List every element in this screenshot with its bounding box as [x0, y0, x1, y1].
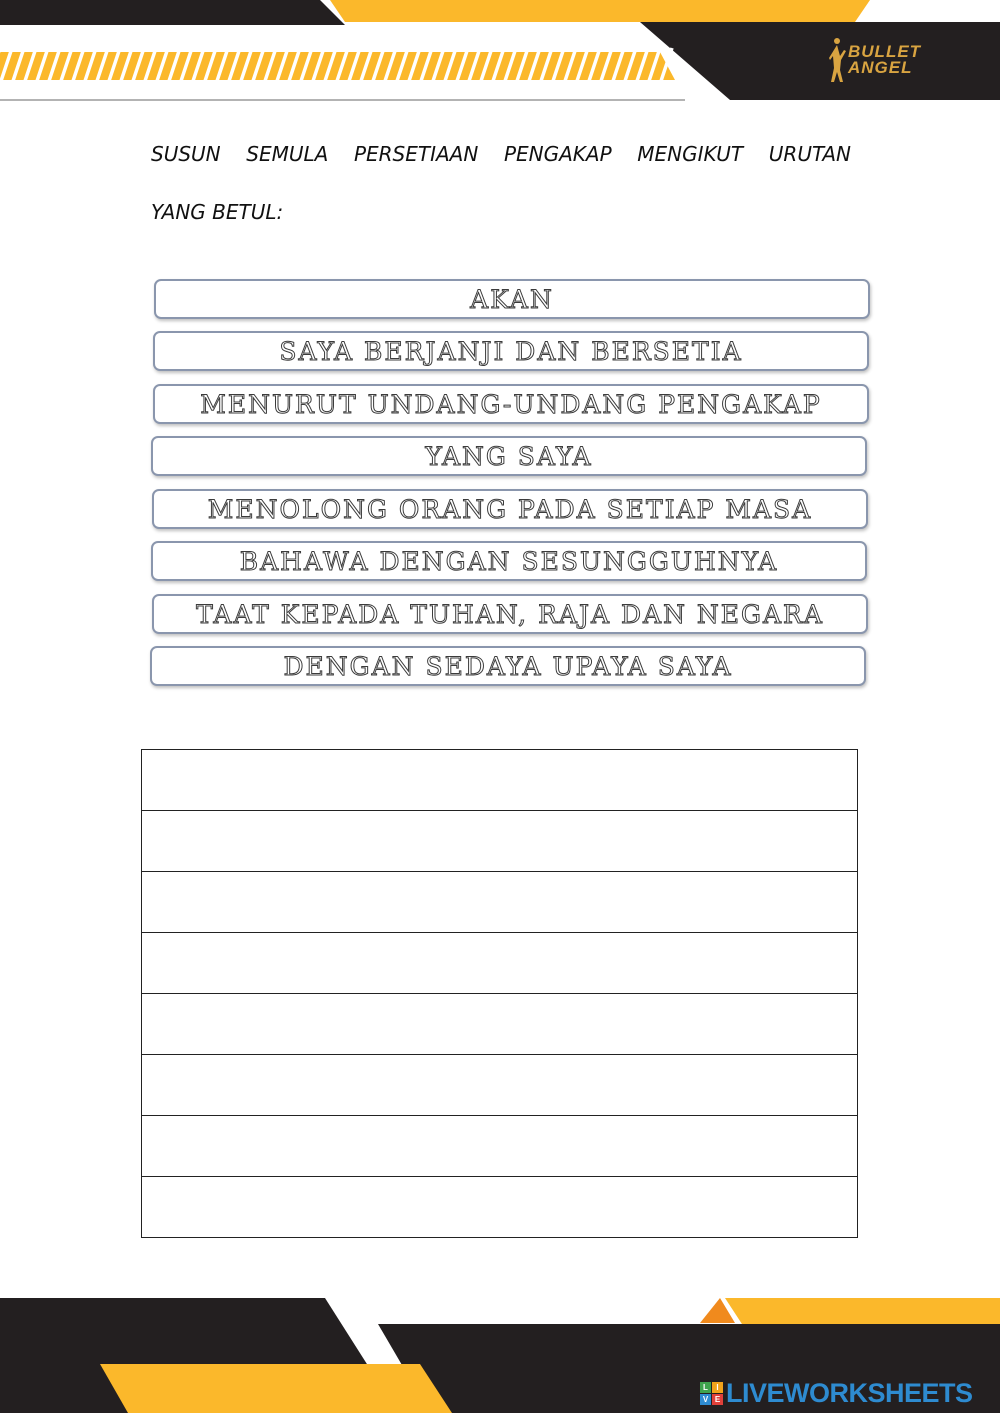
- angel-figure-icon: [828, 36, 848, 84]
- answer-row: [142, 994, 858, 1055]
- instruction-word: PENGAKAP: [503, 142, 612, 166]
- instruction-word: MENGIKUT: [637, 142, 744, 166]
- instruction-text: [151, 125, 851, 241]
- answer-row: [142, 1177, 858, 1238]
- answer-row: [142, 872, 858, 933]
- liveworksheets-watermark: [700, 1378, 973, 1408]
- answer-row: [142, 933, 858, 994]
- phrase-card[interactable]: MENOLONG ORANG PADA SETIAP MASA: [152, 489, 868, 529]
- phrase-card[interactable]: YANG SAYA: [151, 436, 867, 476]
- phrase-card[interactable]: AKAN: [154, 279, 870, 319]
- answer-drop-zone[interactable]: [142, 1055, 858, 1116]
- phrase-card[interactable]: SAYA BERJANJI DAN BERSETIA: [153, 331, 869, 371]
- logo-line-2: ANGEL: [848, 58, 913, 77]
- answer-row: [142, 1116, 858, 1177]
- phrase-card[interactable]: DENGAN SEDAYA UPAYA SAYA: [150, 646, 866, 686]
- answer-drop-zone[interactable]: [142, 750, 858, 811]
- instruction-line-2: YANG BETUL:: [151, 200, 284, 224]
- liveworksheets-icon: L I V E: [700, 1382, 723, 1405]
- bullet-angel-logo: [828, 36, 958, 86]
- answer-drop-zone[interactable]: [142, 872, 858, 933]
- watermark-text: LIVEWORKSHEETS: [726, 1377, 973, 1408]
- answer-drop-zone[interactable]: [142, 994, 858, 1055]
- phrase-card[interactable]: TAAT KEPADA TUHAN, RAJA DAN NEGARA: [152, 594, 868, 634]
- phrase-card[interactable]: BAHAWA DENGAN SESUNGGUHNYA: [151, 541, 867, 581]
- instruction-word: SUSUN: [151, 142, 221, 166]
- answer-drop-zone[interactable]: [142, 1116, 858, 1177]
- instruction-line-1: [151, 125, 851, 183]
- answer-table: [141, 749, 858, 1238]
- answer-row: [142, 1055, 858, 1116]
- instruction-word: URUTAN: [768, 142, 851, 166]
- instruction-word: PERSETIAAN: [353, 142, 479, 166]
- phrase-card[interactable]: MENURUT UNDANG-UNDANG PENGAKAP: [153, 384, 869, 424]
- answer-drop-zone[interactable]: [142, 1177, 858, 1238]
- instruction-word: SEMULA: [246, 142, 329, 166]
- answer-row: [142, 811, 858, 872]
- answer-drop-zone[interactable]: [142, 933, 858, 994]
- answer-row: [142, 750, 858, 811]
- logo-line-1: BULLET: [848, 42, 922, 61]
- answer-drop-zone[interactable]: [142, 811, 858, 872]
